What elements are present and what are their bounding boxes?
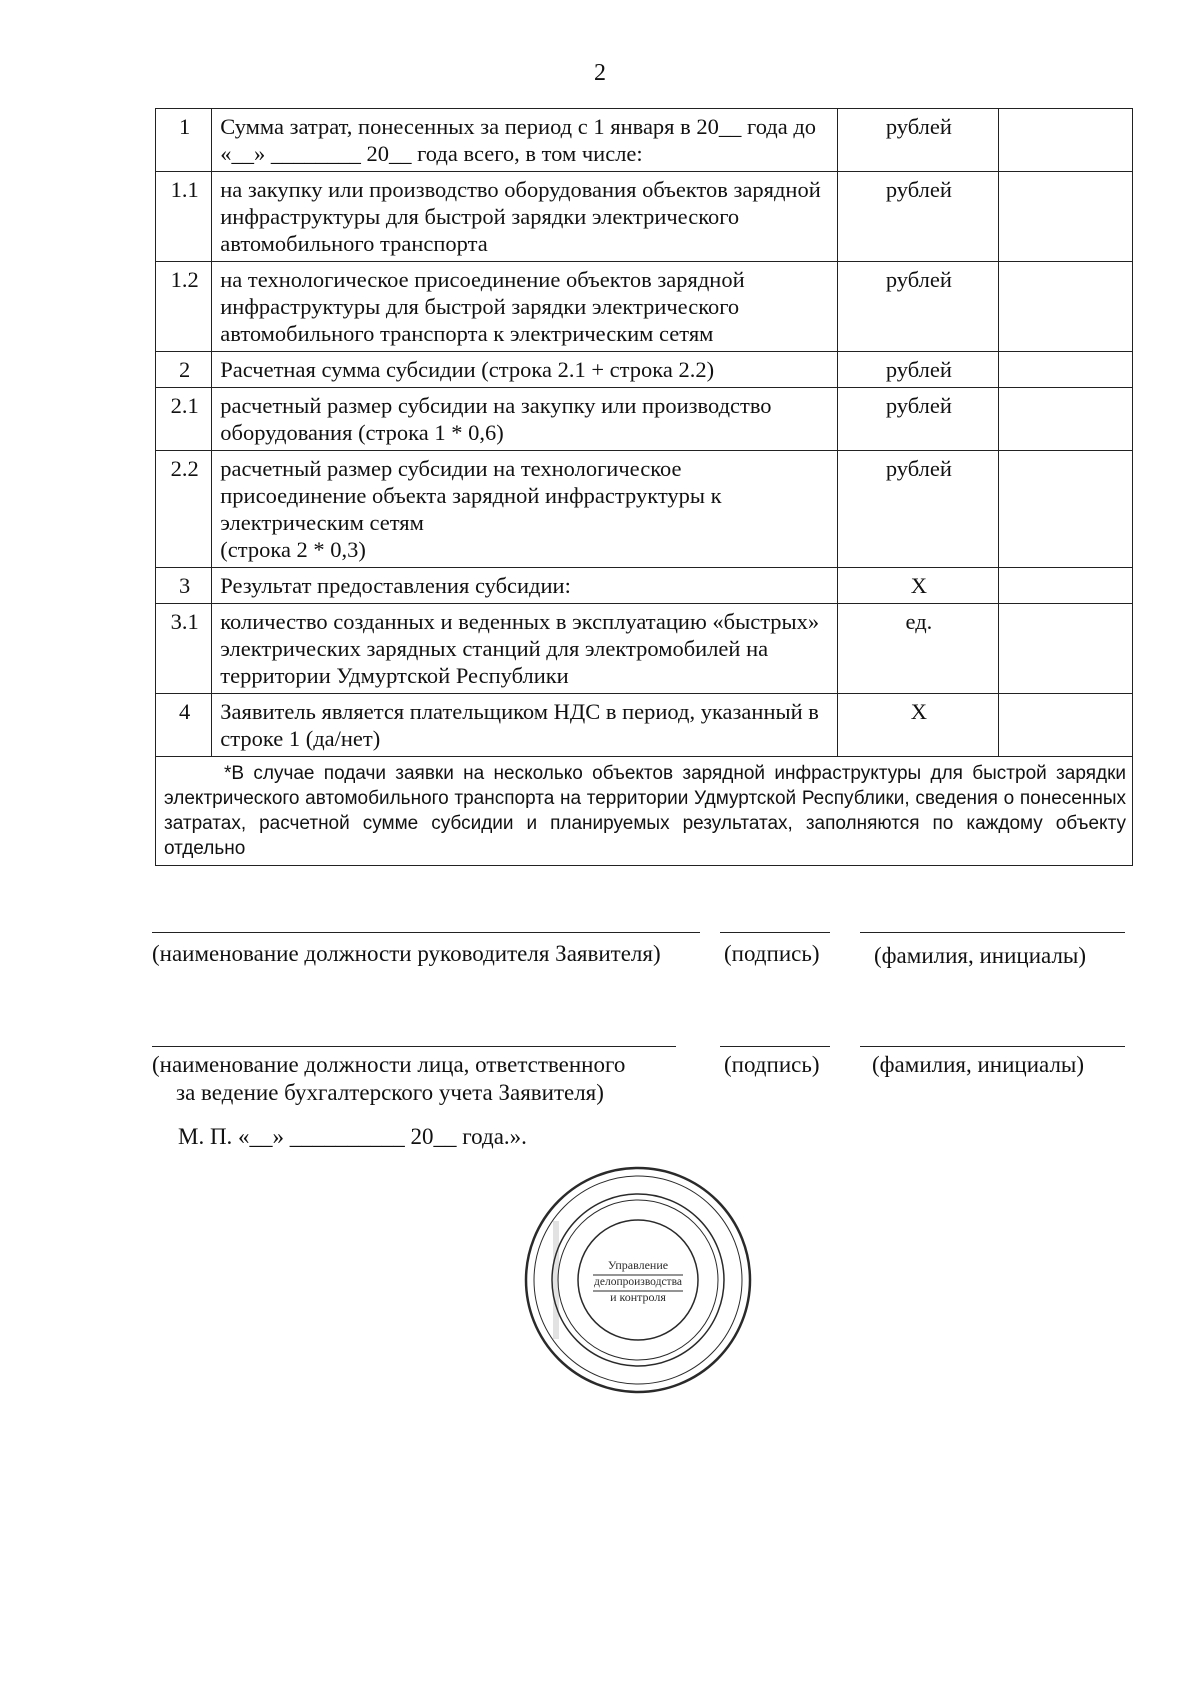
row-number: 4 xyxy=(156,694,212,757)
row-value xyxy=(998,109,1132,172)
signature-line xyxy=(720,932,830,933)
seal-place-date-line: М. П. «__» __________ 20__ года.». xyxy=(178,1124,527,1149)
signature-label: (подпись) xyxy=(724,941,820,966)
table-row xyxy=(156,262,1133,352)
accountant-position-signature-line xyxy=(152,1046,676,1047)
row-value xyxy=(998,451,1132,568)
footnote: *В случае подачи заявки на несколько объектов зарядной инфраструктуры для быстрой зарядки электрического автомобильного транспорта на территории Удмуртской Республики, сведения о понесенных затратах, расчетной сумме субсидии и планируемых результатах, заполняются по каждому объекту отдельно xyxy=(156,757,1133,866)
accountant-signature-label: (подпись) xyxy=(724,1052,820,1077)
row-number: 2.1 xyxy=(156,388,212,451)
row-number: 3.1 xyxy=(156,604,212,694)
row-description-formula: (строка 2 * 0,3) xyxy=(220,537,366,562)
seal-center-line2: делопроизводства xyxy=(594,1276,682,1288)
accountant-position-label-line2: за ведение бухгалтерского учета Заявителя) xyxy=(176,1080,604,1105)
row-value xyxy=(998,388,1132,451)
row-unit: рублей xyxy=(838,109,999,172)
table-row xyxy=(156,352,1133,388)
row-number: 1 xyxy=(156,109,212,172)
row-number: 2.2 xyxy=(156,451,212,568)
accountant-name-label: (фамилия, инициалы) xyxy=(872,1052,1085,1077)
table-row xyxy=(156,451,1133,568)
table-row xyxy=(156,604,1133,694)
subsidy-table xyxy=(155,108,1133,866)
seal-center-line3: и контроля xyxy=(610,1290,666,1304)
row-description: на технологическое присоединение объектов зарядной инфраструктуры для быстрой зарядки электрического автомобильного транспорта к электрическим сетям xyxy=(212,262,838,352)
position-signature-line xyxy=(152,932,700,933)
row-description: Сумма затрат, понесенных за период с 1 января в 20__ года до «__» ________ 20__ года всего, в том числе: xyxy=(212,109,838,172)
row-value xyxy=(998,172,1132,262)
row-unit: рублей xyxy=(838,388,999,451)
row-number: 3 xyxy=(156,568,212,604)
row-description: расчетный размер субсидии на закупку или производство оборудования (строка 1 * 0,6) xyxy=(212,388,838,451)
row-description: Заявитель является плательщиком НДС в период, указанный в строке 1 (да/нет) xyxy=(212,694,838,757)
accountant-name-signature-line xyxy=(860,1046,1125,1047)
row-value xyxy=(998,262,1132,352)
row-unit: рублей xyxy=(838,262,999,352)
row-unit: рублей xyxy=(838,352,999,388)
name-signature-line xyxy=(860,932,1125,933)
row-unit: рублей xyxy=(838,451,999,568)
seal-center-line1: Управление xyxy=(607,1258,669,1272)
row-unit: рублей xyxy=(838,172,999,262)
footnote-row xyxy=(156,757,1133,866)
accountant-position-label-line1: (наименование должности лица, ответственного xyxy=(152,1052,626,1077)
row-description: Расчетная сумма субсидии (строка 2.1 + строка 2.2) xyxy=(212,352,838,388)
row-description: Результат предоставления субсидии: xyxy=(212,568,838,604)
row-description: на закупку или производство оборудования объектов зарядной инфраструктуры для быстрой зарядки электрического автомобильного транспорта xyxy=(212,172,838,262)
row-description-main: расчетный размер субсидии на технологическое присоединение объекта зарядной инфраструктуры к электрическим сетям xyxy=(220,456,722,535)
row-value xyxy=(998,352,1132,388)
position-label: (наименование должности руководителя Заявителя) xyxy=(152,941,661,966)
row-unit: Х xyxy=(838,694,999,757)
accountant-signature-line xyxy=(720,1046,830,1047)
row-number: 1.2 xyxy=(156,262,212,352)
table-row xyxy=(156,172,1133,262)
row-value xyxy=(998,604,1132,694)
row-value xyxy=(998,568,1132,604)
table-row xyxy=(156,388,1133,451)
row-number: 1.1 xyxy=(156,172,212,262)
row-description: количество созданных и веденных в эксплуатацию «быстрых» электрических зарядных станций для электромобилей на территории Удмуртской Республики xyxy=(212,604,838,694)
row-value xyxy=(998,694,1132,757)
row-unit: Х xyxy=(838,568,999,604)
row-unit: ед. xyxy=(838,604,999,694)
name-label: (фамилия, инициалы) xyxy=(874,943,1087,968)
row-description xyxy=(212,451,838,568)
official-seal-icon xyxy=(523,1165,753,1395)
table-row xyxy=(156,568,1133,604)
table-row xyxy=(156,694,1133,757)
table-row xyxy=(156,109,1133,172)
row-number: 2 xyxy=(156,352,212,388)
page-number: 2 xyxy=(594,60,606,86)
